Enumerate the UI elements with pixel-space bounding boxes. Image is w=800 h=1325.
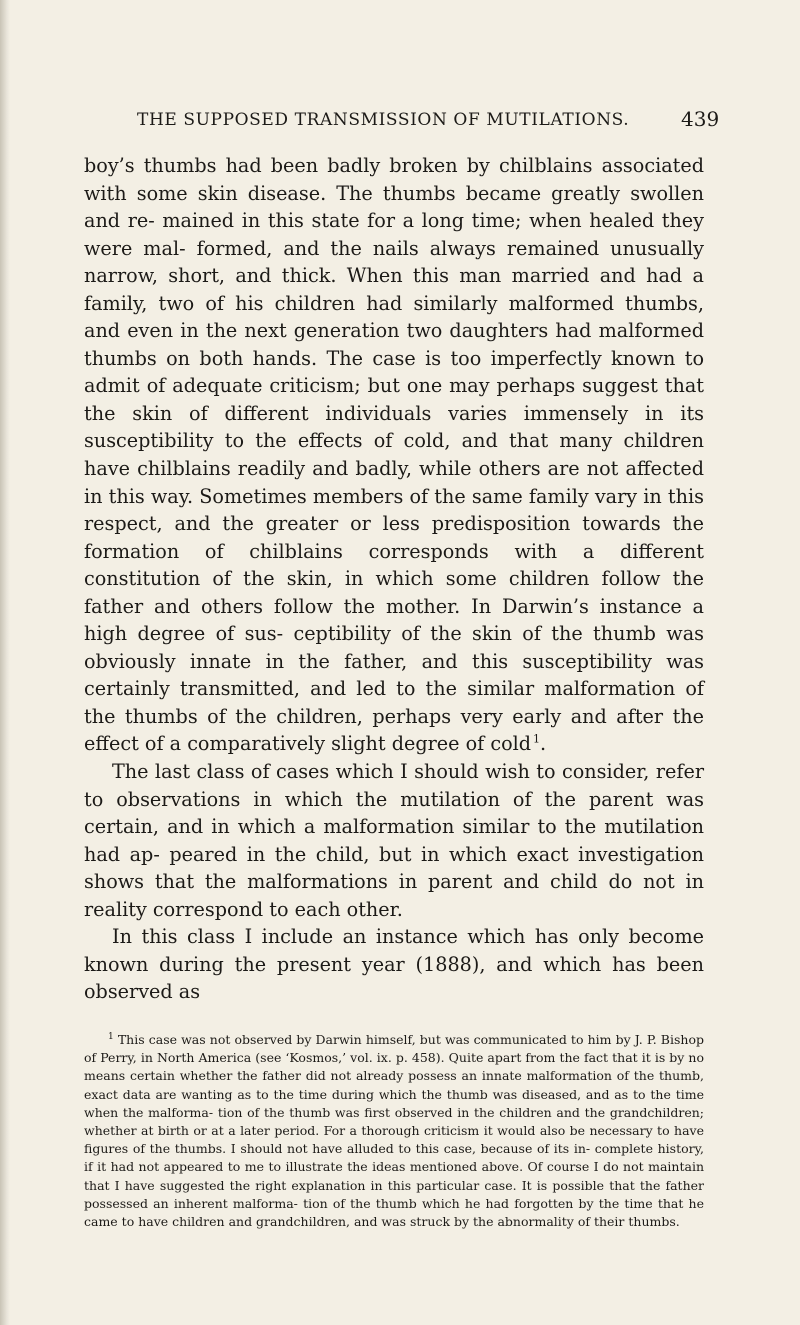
footnote-reference: 1 bbox=[533, 733, 540, 747]
footnote-mark: 1 bbox=[108, 1031, 114, 1042]
page-gutter-shadow bbox=[0, 0, 10, 1325]
paragraph-end-punctuation: . bbox=[540, 732, 547, 756]
page-number: 439 bbox=[681, 107, 720, 131]
paragraph: The last class of cases which I should wish to consider, refer to observations in which the mutilation of the parent was certain, and in which a malformation similar to the mutilation had ap- peared in the child, but in which exact investigation shows that the malformations in parent and child do not in reality correspond to each other. bbox=[84, 760, 704, 921]
footnote bbox=[84, 1031, 704, 1231]
main-text bbox=[84, 152, 704, 1006]
footnote-text: This case was not observed by Darwin himself, but was communicated to him by J. P. Bishop of Perry, in North America (see ‘Kosmos,’ vol. ix. p. 458). Quite apart from the fact that it is by no means certain whether the father did not already possess an innate malformation of the thumb, exact data are wanting as to the time during which the thumb was diseased, and as to the time when the malforma- tion of the thumb was first observed in the children and the grandchildren; whether at birth or at a later period. For a thorough criticism it would also be necessary to have figures of the thumbs. I should not have alluded to this case, because of its in- complete history, if it had not appeared to me to illustrate the ideas mentioned above. Of course I do not maintain that I have suggested the right explanation in this particular case. It is possible that the father possessed an inherent malforma- tion of the thumb which he had forgotten by the time that he came to have children and grandchildren, and was struck by the abnormality of their thumbs. bbox=[84, 1032, 704, 1230]
paragraph: In this class I include an instance which has only become known during the present year (1888), and which has been observed as bbox=[84, 925, 704, 1004]
running-title: THE SUPPOSED TRANSMISSION OF MUTILATIONS. bbox=[137, 110, 630, 130]
page-header bbox=[0, 107, 800, 132]
paragraph bbox=[84, 152, 704, 758]
paragraph-text: boy’s thumbs had been badly broken by chilblains associated with some skin disease. The thumbs became greatly swollen and re- mained in this state for a long time; when healed they were mal- formed, and the nails always remained unusually narrow, short, and thick. When this man married and had a family, two of his children had similarly malformed thumbs, and even in the next generation two daughters had malformed thumbs on both hands. The case is too imperfectly known to admit of adequate criticism; but one may perhaps suggest that the skin of different individuals varies immensely in its susceptibility to the effects of cold, and that many children have chilblains readily and badly, while others are not affected in this way. Sometimes members of the same family vary in this respect, and the greater or less predisposition towards the formation of chilblains corresponds with a different constitution of the skin, in which some children follow the father and others follow the mother. In Darwin’s instance a high degree of sus- ceptibility of the skin of the thumb was obviously innate in the father, and this susceptibility was certainly transmitted, and led to the similar malformation of the thumbs of the children, perhaps very early and after the effect of a comparatively slight degree of cold bbox=[84, 154, 704, 756]
footnotes bbox=[84, 1031, 704, 1231]
